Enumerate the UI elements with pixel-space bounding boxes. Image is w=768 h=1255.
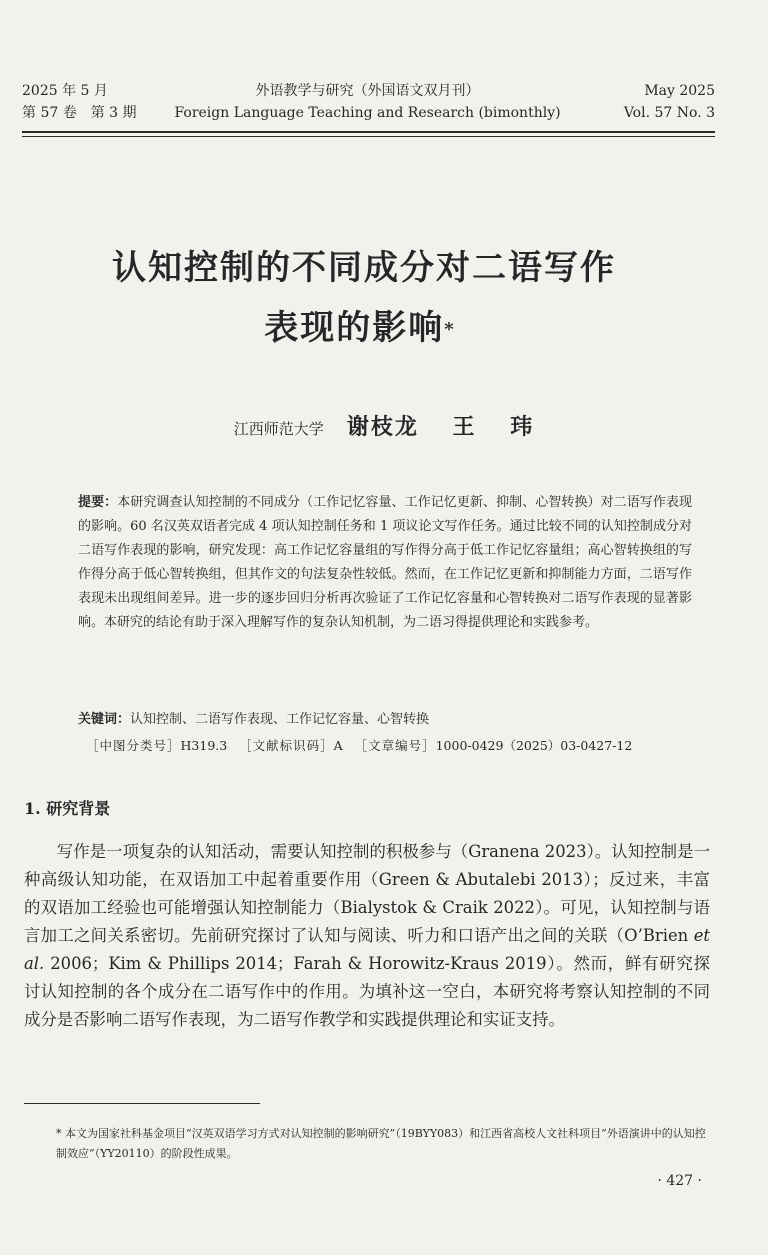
abstract xyxy=(78,491,692,635)
header-rule-thick xyxy=(22,131,715,133)
article-number-value: 1000-0429（2025）03-0427-12 xyxy=(435,738,633,753)
header-date-en: May 2025 xyxy=(644,83,715,99)
keywords xyxy=(78,708,692,732)
header-journal-name xyxy=(20,80,715,124)
author-line xyxy=(0,410,768,441)
page-number: · 427 · xyxy=(657,1173,702,1189)
footnote-rule xyxy=(24,1103,260,1104)
header-rule-thin xyxy=(22,136,715,137)
header-volume-cn: 第 57 卷 第 3 期 xyxy=(22,105,137,121)
running-header xyxy=(20,80,715,130)
article-number-label: ［文章编号］ xyxy=(354,738,436,753)
title-line-2 xyxy=(0,298,768,358)
author-affiliation: 江西师范大学 xyxy=(233,420,324,438)
header-volume-en: Vol. 57 No. 3 xyxy=(623,105,715,121)
author-names: 谢枝龙 王 玮 xyxy=(346,414,535,440)
doc-code-label: ［文献标识码］ xyxy=(239,738,334,753)
body-text-part-1: 写作是一项复杂的认知活动，需要认知控制的积极参与（Granena 2023）。认知控制是一种高级认知功能，在双语加工中起着重要作用（Green & Abutalebi 2013）；反过来，丰富的双语加工经验也可能增强认知控制能力（Bialystok & Craik 2022）。可见，认知控制与语言加工之间关系密切。先前研究探讨了认知与阅读、听力和口语产出之间的关联（O’Brien xyxy=(24,842,710,945)
clc-label: ［中图分类号］ xyxy=(86,738,181,753)
body-paragraph xyxy=(24,838,710,1034)
body-text-part-2: 2006；Kim & Phillips 2014；Farah & Horowitz-Kraus 2019）。然而，鲜有研究探讨认知控制的各个成分在二语写作中的作用。为填补这一空白，本研究将考察认知控制的不同成分是否影响二语写作表现，为二语写作教学和实践提供理论和实证支持。 xyxy=(24,954,710,1029)
section-body xyxy=(24,838,710,1034)
article-title xyxy=(0,238,768,358)
body-text-etal: et al. xyxy=(24,926,710,973)
doc-code-value: A xyxy=(333,738,343,753)
header-date-issue-en xyxy=(624,80,715,124)
footnote: * 本文为国家社科基金项目“汉英双语学习方式对认知控制的影响研究”（19BYY083）和江西省高校人文社科项目“外语演讲中的认知控制效应”（YY20110）的阶段性成果。 xyxy=(56,1127,706,1160)
journal-name-en: Foreign Language Teaching and Research (bimonthly) xyxy=(174,105,561,121)
abstract-text: 本研究调查认知控制的不同成分（工作记忆容量、工作记忆更新、抑制、心智转换）对二语写作表现的影响。60 名汉英双语者完成 4 项认知控制任务和 1 项议论文写作任务。通过比较不同的认知控制成分对二语写作表现的影响，研究发现：高工作记忆容量组的写作得分高于低工作记忆容量组；高心智转换组的写作得分高于低心智转换组，但其作文的句法复杂性较低。然而，在工作记忆更新和抑制能力方面，二语写作表现未出现组间差异。进一步的逐步回归分析再次验证了工作记忆容量和心智转换对二语写作表现的显著影响。本研究的结论有助于深入理解写作的复杂认知机制，为二语习得提供理论和实践参考。 xyxy=(78,495,692,630)
classification-info xyxy=(86,734,706,758)
keywords-label: 关键词： xyxy=(78,712,131,727)
journal-name-cn: 外语教学与研究（外国语文双月刊） xyxy=(255,83,480,99)
title-line-2-text: 表现的影响 xyxy=(264,308,445,348)
abstract-label: 提要： xyxy=(78,495,118,510)
header-date-cn: 2025 年 5 月 xyxy=(22,83,108,99)
section-heading: 1. 研究背景 xyxy=(24,799,111,818)
title-line-1: 认知控制的不同成分对二语写作 xyxy=(112,248,616,288)
title-footnote-mark: * xyxy=(444,319,456,340)
keywords-text: 认知控制、二语写作表现、工作记忆容量、心智转换 xyxy=(130,712,430,727)
clc-value: H319.3 xyxy=(180,738,228,753)
